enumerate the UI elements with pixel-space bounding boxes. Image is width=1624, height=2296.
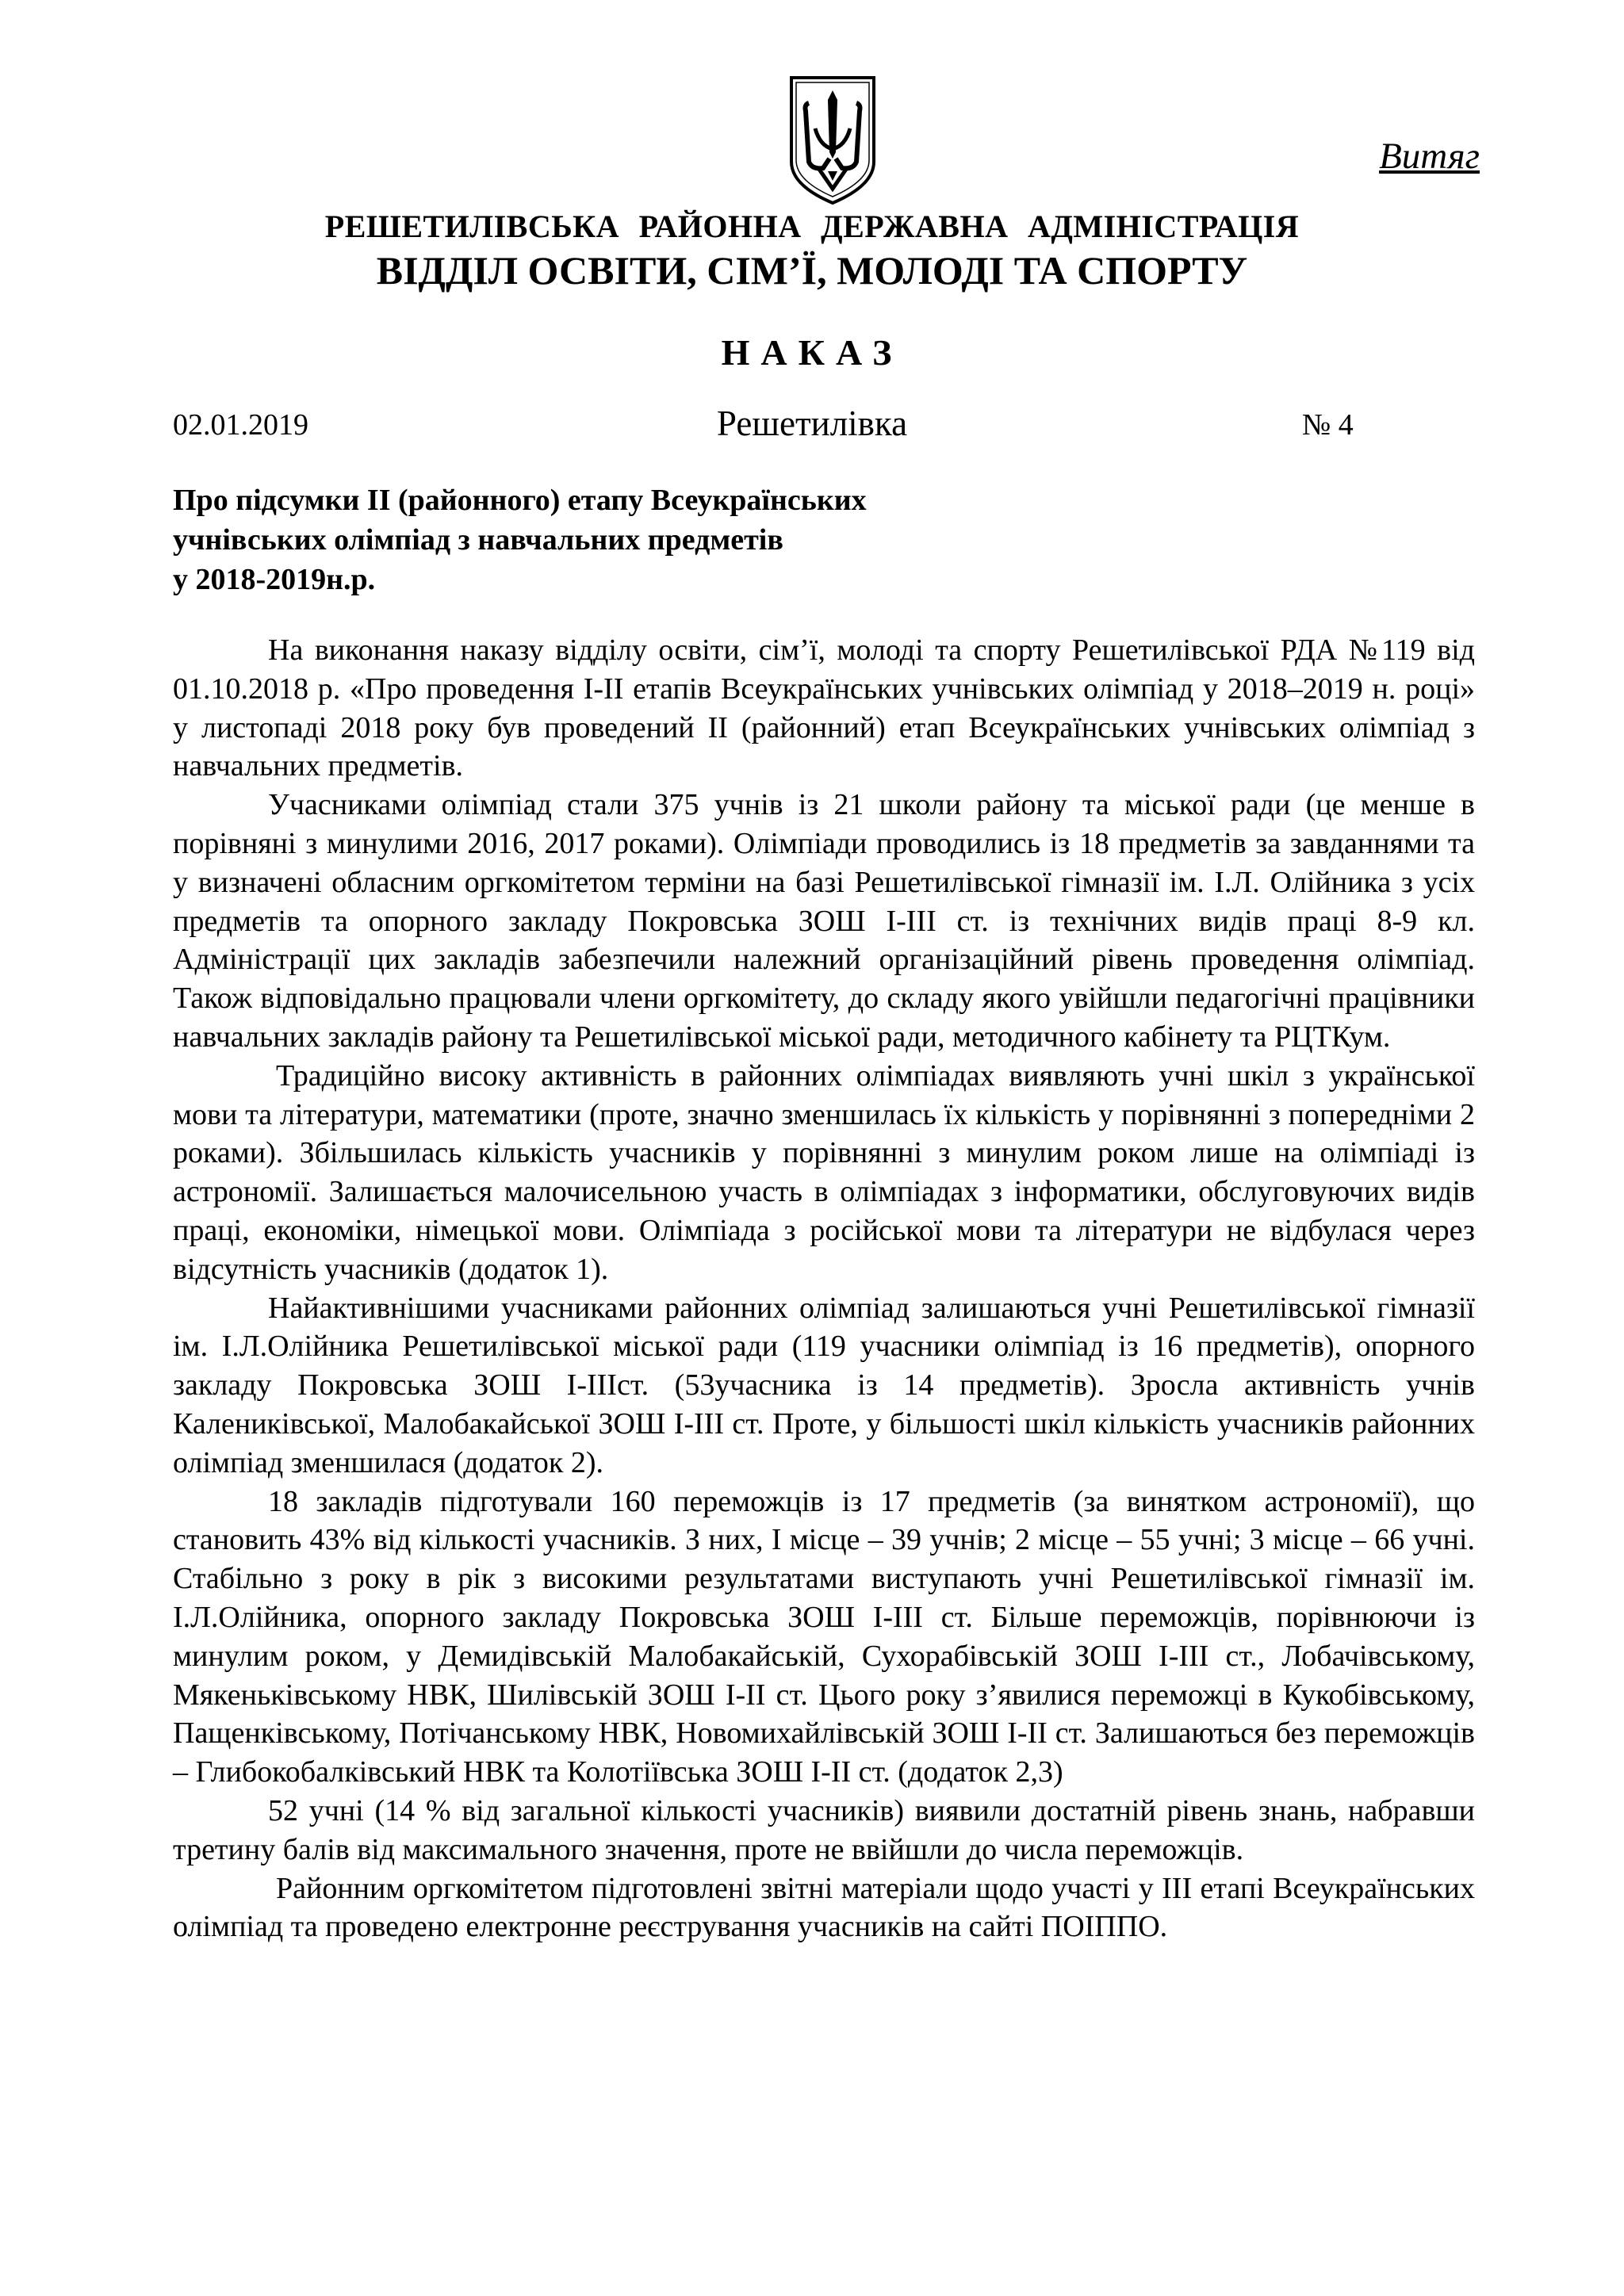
subject-line: у 2018-2019н.р. xyxy=(173,563,376,596)
body-paragraph: На виконання наказу відділу освіти, сім’ї, молоді та спорту Решетилівської РДА №119 від 01.10.2018 р. «Про проведення І-ІІ етапів Всеукраїнських учнівських олімпіад у 2018–2019 н. році» у листопаді 2018 року був проведений ІІ (районний) етап Всеукраїнських учнівських олімпіад з навчальних предметів. xyxy=(173,633,1475,783)
coat-of-arms-icon xyxy=(785,73,880,208)
document-number: № 4 xyxy=(1302,408,1354,442)
organization-name: РЕШЕТИЛІВСЬКА РАЙОННА ДЕРЖАВНА АДМІНІСТРАЦІЯ xyxy=(324,209,1300,244)
document-body xyxy=(173,631,1475,1946)
subject-line: учнівських олімпіад з навчальних предметів xyxy=(173,523,783,557)
body-paragraph: Районним оргкомітетом підготовлені звітні матеріали щодо участі у ІІІ етапі Всеукраїнських олімпіад та проведено електронне реєстрування учасників на сайті ПОІППО. xyxy=(173,1871,1475,1944)
document-place: Решетилівка xyxy=(716,404,908,443)
document-type-title: НАКАЗ xyxy=(721,332,903,373)
document-subject xyxy=(173,480,1045,599)
body-paragraph: 18 закладів підготували 160 переможців із 17 предметів (за винятком астрономії), що становить 43% від кількості учасників. З них, І місце – 39 учнів; 2 місце – 55 учні; 3 місце – 66 учні. Стабільно з року в рік з високими результатами виступають учні Решетилівської гімназії ім. І.Л.Олійника, опорного закладу Покровська ЗОШ І-ІІІ ст. Більше переможців, порівнюючи із минулим роком, у Демидівській Малобакайській, Сухорабівській ЗОШ І-ІІІ ст., Лобачівському, Мякеньківському НВК, Шилівській ЗОШ І-ІІ ст. Цього року з’явилися переможці в Кукобівському, Пащенківському, Потічанському НВК, Новомихайлівській ЗОШ І-ІІ ст. Залишаються без переможців – Глибокобалківський НВК та Колотіївська ЗОШ І-ІІ ст. (додаток 2,3) xyxy=(173,1484,1475,1789)
extract-label: Витяг xyxy=(1379,136,1480,177)
subject-line: Про підсумки ІІ (районного) етапу Всеукраїнських xyxy=(173,484,867,517)
body-paragraph: Найактивнішими учасниками районних олімпіад залишаються учні Решетилівської гімназії ім. І.Л.Олійника Решетилівської міської ради (119 учасники олімпіад із 16 предметів), опорного закладу Покровська ЗОШ І-ІІІст. (53учасника із 14 предметів). Зросла активність учнів Калениківської, Малобакайської ЗОШ І-ІІІ ст. Проте, у більшості шкіл кількість учасників районних олімпіад зменшилася (додаток 2). xyxy=(173,1291,1475,1479)
document-date: 02.01.2019 xyxy=(173,408,308,442)
department-name: ВІДДІЛ ОСВІТИ, СІМ’Ї, МОЛОДІ ТА СПОРТУ xyxy=(376,248,1248,293)
body-paragraph: Традиційно високу активність в районних олімпіадах виявляють учні шкіл з української мови та літератури, математики (проте, значно зменшилась їх кількість у порівнянні з попередніми 2 роками). Збільшилась кількість учасників у порівнянні з минулим роком лише на олімпіаді із астрономії. Залишається малочисельною участь в олімпіадах з інформатики, обслуговуючих видів праці, економіки, німецької мови. Олімпіада з російської мови та літератури не відбулася через відсутність учасників (додаток 1). xyxy=(173,1058,1475,1286)
body-paragraph: 52 учні (14 % від загальної кількості учасників) виявили достатній рівень знань, набравши третину балів від максимального значення, проте не ввійшли до числа переможців. xyxy=(173,1793,1475,1866)
body-paragraph: Учасниками олімпіад стали 375 учнів із 21 школи району та міської ради (це менше в порівняні з минулими 2016, 2017 роками). Олімпіади проводились із 18 предметів за завданнями та у визначені обласним оргкомітетом терміни на базі Решетилівської гімназії ім. І.Л. Олійника з усіх предметів та опорного закладу Покровська ЗОШ І-ІІІ ст. із технічних видів праці 8-9 кл. Адміністрації цих закладів забезпечили належний організаційний рівень проведення олімпіад. Також відповідально працювали члени оргкомітету, до складу якого увійшли педагогічні працівники навчальних закладів району та Решетилівської міської ради, методичного кабінету та РЦТКум. xyxy=(173,788,1475,1054)
